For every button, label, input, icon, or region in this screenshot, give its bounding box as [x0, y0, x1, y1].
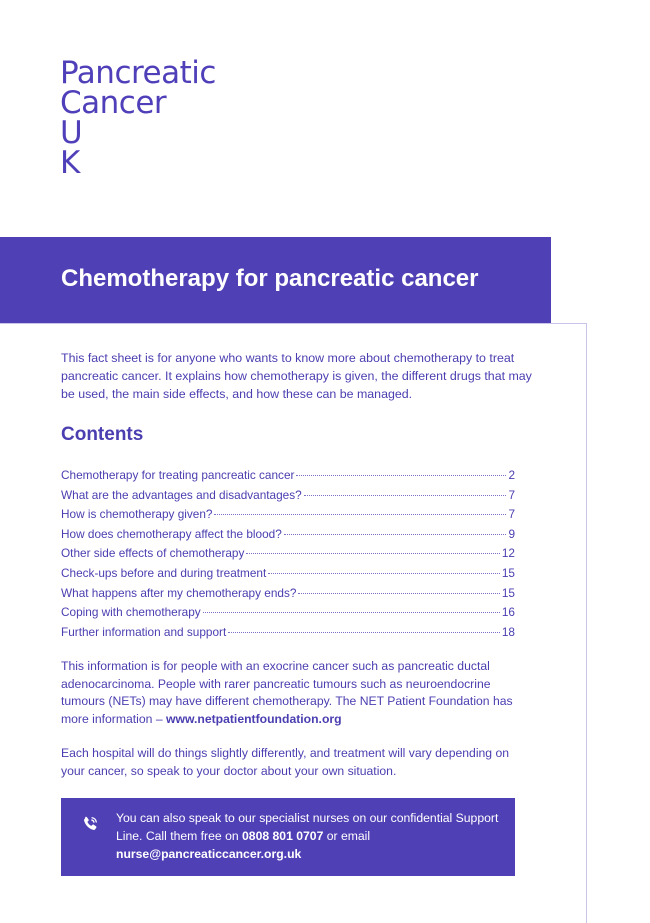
toc-item-label: What are the advantages and disadvantages?: [61, 487, 302, 502]
toc-leader: [284, 534, 507, 535]
toc-item-page: 15: [501, 585, 515, 600]
support-text-1: You can also speak to our specialist nurses on our confidential Support Line. Call them free on: [116, 811, 499, 843]
toc-item[interactable]: [61, 507, 515, 527]
toc-leader: [304, 495, 507, 496]
toc-item[interactable]: [61, 605, 515, 625]
support-email-link[interactable]: nurse@pancreaticcancer.org.uk: [116, 847, 302, 861]
exocrine-info-paragraph: [61, 658, 531, 728]
logo-line-2: Cancer: [60, 85, 167, 121]
toc-item[interactable]: [61, 586, 515, 606]
toc-leader: [296, 475, 506, 476]
toc-item[interactable]: [61, 566, 515, 586]
table-of-contents: [61, 468, 515, 644]
contents-heading: Contents: [61, 424, 144, 445]
logo-line-3: U: [60, 115, 83, 151]
logo-line-1: Pancreatic: [60, 55, 216, 91]
toc-item-label: What happens after my chemotherapy ends?: [61, 585, 297, 600]
support-phone-number[interactable]: 0808 801 0707: [242, 829, 324, 843]
toc-item-label: Further information and support: [61, 624, 227, 639]
net-foundation-link[interactable]: www.netpatientfoundation.org: [166, 711, 342, 726]
toc-item-page: 15: [501, 565, 515, 580]
toc-item-label: Check-ups before and during treatment: [61, 565, 267, 580]
toc-item-page: 12: [501, 546, 515, 561]
exocrine-info-text: This information is for people with an exocrine cancer such as pancreatic ductal adenocarcinoma. People with rarer pancreatic tumours such as neuroendocrine tumours (NETs) may have different chemotherapy. The NET Patient Foundation has more information –: [61, 659, 513, 726]
toc-leader: [268, 573, 500, 574]
hospital-note-paragraph: Each hospital will do things slightly differently, and treatment will vary depending on your cancer, so speak to your doctor about your own situation.: [61, 746, 510, 778]
toc-item-page: 7: [508, 507, 515, 522]
toc-leader: [246, 553, 499, 554]
logo-line-4: K: [60, 145, 80, 181]
toc-leader: [214, 514, 506, 515]
toc-item-label: Coping with chemotherapy: [61, 605, 201, 620]
toc-item-page: 7: [508, 487, 515, 502]
support-text-2: or email: [326, 829, 371, 843]
toc-item-label: Chemotherapy for treating pancreatic cancer: [61, 468, 295, 482]
title-banner: [0, 237, 551, 324]
toc-item-label: How is chemotherapy given?: [61, 507, 213, 522]
toc-item[interactable]: [61, 468, 515, 488]
toc-leader: [203, 612, 500, 613]
toc-item[interactable]: [61, 488, 515, 508]
toc-item-page: 18: [501, 624, 515, 639]
toc-item-page: 9: [508, 526, 515, 541]
toc-item-page: 16: [501, 605, 515, 620]
toc-item[interactable]: [61, 625, 515, 645]
intro-paragraph: This fact sheet is for anyone who wants to know more about chemotherapy to treat pancreatic cancer. It explains how chemotherapy is given, the different drugs that may be used, the main side effects, and how these can be managed.: [61, 351, 532, 401]
toc-leader: [228, 632, 500, 633]
support-line-box: [61, 798, 515, 876]
toc-item[interactable]: [61, 546, 515, 566]
support-line-text: [116, 809, 506, 863]
brand-logo: [60, 55, 216, 181]
toc-item-page: 2: [508, 468, 515, 482]
page-title: Chemotherapy for pancreatic cancer: [61, 265, 479, 292]
toc-item-label: Other side effects of chemotherapy: [61, 546, 245, 561]
toc-item-label: How does chemotherapy affect the blood?: [61, 526, 282, 541]
toc-leader: [298, 593, 499, 594]
phone-icon: [80, 814, 100, 834]
toc-item[interactable]: [61, 527, 515, 547]
